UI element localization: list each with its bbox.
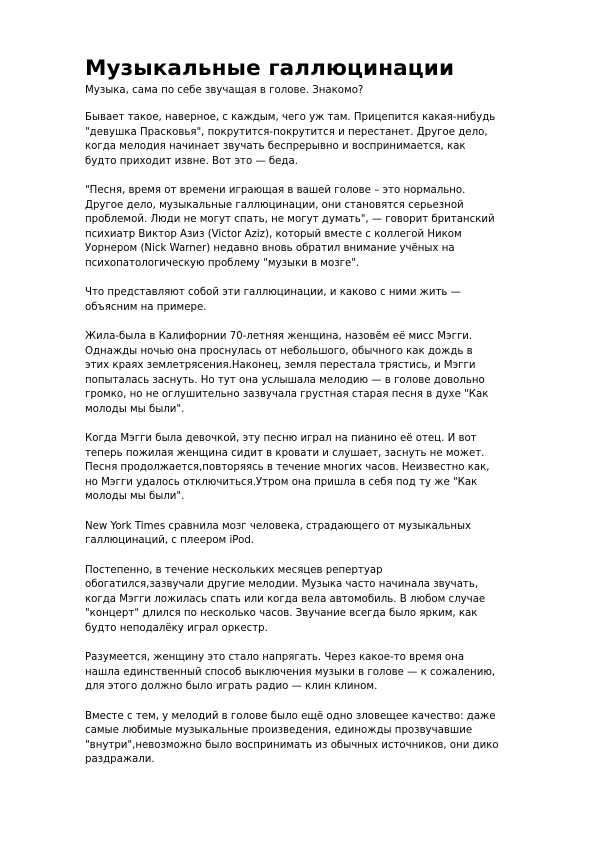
paragraph-line: объясним на примере. (85, 301, 207, 313)
paragraph-line: Однажды ночью она проснулась от небольшого, обычного как дождь в (85, 345, 473, 357)
paragraph-line: психопатологическую проблему "музыки в мозге". (85, 257, 360, 269)
paragraph (85, 520, 535, 549)
paragraph (85, 184, 535, 271)
paragraph-line: раздражали. (85, 754, 155, 765)
paragraph-line: Разумеется, женщину это стало напрягать. Через какое-то время она (85, 652, 465, 663)
paragraph-line: "девушка Прасковья", покрутится-покрутится и перестанет. Другое дело, (85, 126, 488, 138)
paragraph-line: громко, но не оглушительно зазвучала грустная старая песня в духе "Как (85, 389, 489, 400)
paragraph-line: этих краях землетрясения.Наконец, земля перестала трястись, и Мэгги (85, 360, 476, 371)
document-subtitle: Музыка, сама по себе звучащая в голове. Знакомо? (85, 85, 364, 96)
paragraph-line: будто неподалёку играл оркестр. (85, 622, 268, 634)
paragraph-line: нашла единственный способ выключения музыки в голове — к сожалению, (85, 666, 496, 678)
paragraph (85, 710, 535, 768)
paragraph-line: "концерт" длился по несколько часов. Звучание всегда было ярким, как (85, 608, 478, 619)
paragraph-line: "внутри",невозможно было воспринимать из обычных источников, они дико (85, 739, 499, 751)
paragraph (85, 286, 535, 315)
paragraph-line: когда мелодия начинает звучать беспрерывно и воспринимается, как (85, 141, 466, 152)
paragraph (85, 432, 535, 505)
paragraph-line: обогатился,зазвучали другие мелодии. Музыка часто начинала звучать, (85, 579, 479, 590)
paragraph (85, 330, 535, 417)
paragraph-line: Вместе с тем, у мелодий в голове было ещё одно зловещее качество: даже (85, 710, 496, 722)
paragraph-line: молоды мы были". (85, 491, 185, 502)
paragraph-line: Жила-была в Калифорнии 70-летняя женщина, назовём её мисс Мэгги. (85, 331, 473, 342)
document-title: Музыкальные галлюцинации (85, 56, 455, 81)
paragraph-line: самые любимые музыкальные произведения, единожды прозвучавшие (85, 725, 473, 736)
paragraph-line: Другое дело, музыкальные галлюцинации, они становятся серьезной (85, 199, 464, 211)
paragraph-line: молоды мы были". (85, 403, 185, 415)
document-page (85, 56, 535, 768)
paragraph-line: Когда Мэгги была девочкой, эту песню играл на пианино её отец. И вот (85, 433, 477, 444)
paragraph-line: психиатр Виктор Азиз (Victor Aziz), который вместе с коллегой Ником (85, 228, 462, 240)
paragraph (85, 651, 535, 695)
paragraph-line: но Мэгги удалось отключиться.Утром она пришла в себя под ту же "Как (85, 476, 478, 488)
paragraph-line: Что представляют собой эти галлюцинации, и каково с ними жить — (85, 287, 461, 298)
paragraph-line: Уорнером (Nick Warner) недавно вновь обратил внимание учёных на (85, 243, 455, 254)
paragraph-line: галлюцинаций, с плеером iPod. (85, 535, 255, 546)
paragraph-line: когда Мэгги ложилась спать или когда вела автомобиль. В любом случае (85, 593, 486, 605)
paragraph-line: Постепенно, в течение нескольких месяцев репертуар (85, 564, 383, 576)
paragraph-line: Песня продолжается,повторяясь в течение многих часов. Неизвестно как, (85, 462, 490, 473)
paragraph-line: будто приходит извне. Вот это — беда. (85, 155, 298, 167)
article-body (85, 111, 535, 768)
paragraph-line: New York Times сравнила мозг человека, страдающего от музыкальных (85, 520, 472, 532)
paragraph (85, 111, 535, 169)
paragraph-line: проблемой. Люди не могут спать, не могут думать", — говорит британский (85, 214, 495, 225)
paragraph-line: Бывает такое, наверное, с каждым, чего уж там. Прицепится какая-нибудь (85, 112, 496, 123)
paragraph-line: теперь пожилая женщина сидит в кровати и слушает, заснуть не может. (85, 447, 485, 459)
paragraph (85, 564, 535, 637)
paragraph-line: попыталась заснуть. Но тут она услышала мелодию — в голове довольно (85, 374, 485, 386)
paragraph-line: для этого должно было играть радио — клин клином. (85, 681, 378, 692)
paragraph-line: "Песня, время от времени играющая в вашей голове – это нормально. (85, 185, 466, 196)
